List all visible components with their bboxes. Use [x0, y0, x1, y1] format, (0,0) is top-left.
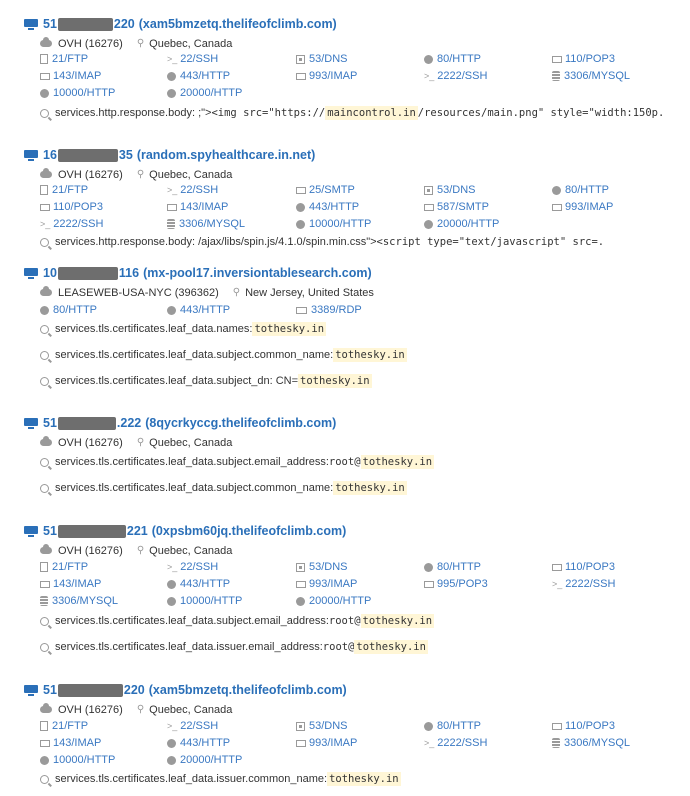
service-link[interactable]	[167, 68, 230, 84]
term-icon: >_	[424, 738, 435, 748]
service-label[interactable]: 587/SMTP	[437, 201, 489, 213]
match-field: services.tls.certificates.leaf_data.subject.email_address:	[55, 615, 329, 627]
service-link[interactable]	[424, 216, 499, 232]
service-link[interactable]	[40, 559, 88, 575]
service-label[interactable]: 2222/SSH	[565, 578, 616, 590]
location-pin-icon: ⚲	[136, 169, 145, 180]
service-label[interactable]: 22/SSH	[180, 720, 219, 732]
location-label: Quebec, Canada	[149, 37, 233, 50]
globe-icon	[40, 756, 49, 765]
service-link[interactable]	[552, 576, 615, 592]
service-link[interactable]	[167, 735, 230, 751]
service-label[interactable]: 3306/MYSQL	[564, 737, 631, 749]
match-line	[40, 233, 690, 251]
term-icon: >_	[40, 219, 51, 229]
asn-location-line	[24, 284, 690, 301]
dns-icon	[296, 55, 305, 64]
asn-label: OVH (16276)	[58, 168, 123, 181]
service-label[interactable]: 53/DNS	[309, 53, 348, 65]
mail-icon	[296, 740, 306, 747]
service-link[interactable]	[296, 51, 348, 67]
globe-icon	[167, 756, 176, 765]
service-link[interactable]	[296, 718, 348, 734]
term-icon: >_	[552, 579, 563, 589]
db-icon	[552, 71, 560, 81]
service-link[interactable]	[296, 216, 371, 232]
service-link[interactable]	[40, 85, 115, 101]
service-link[interactable]	[40, 593, 118, 609]
service-label[interactable]: 143/IMAP	[53, 737, 102, 749]
match-field: services.tls.certificates.leaf_data.names:	[55, 323, 253, 335]
search-icon	[40, 109, 49, 118]
location-pin-icon: ⚲	[136, 437, 145, 448]
result-card	[24, 522, 690, 559]
search-icon	[40, 643, 49, 652]
match-line	[40, 320, 690, 338]
service-link[interactable]	[424, 718, 481, 734]
service-label[interactable]: 53/DNS	[309, 561, 348, 573]
globe-icon	[296, 220, 305, 229]
match-field: services.tls.certificates.leaf_data.subject_dn: CN=	[55, 375, 299, 387]
service-label[interactable]: 22/SSH	[180, 53, 219, 65]
ip-suffix[interactable]: 220	[113, 17, 135, 31]
location-pin-icon: ⚲	[232, 287, 241, 298]
mail-icon	[296, 187, 306, 194]
location-label: Quebec, Canada	[149, 436, 233, 449]
service-label[interactable]: 3306/MYSQL	[564, 70, 631, 82]
match-line	[40, 453, 690, 471]
service-label[interactable]: 21/FTP	[52, 53, 89, 65]
globe-icon	[167, 89, 176, 98]
service-link[interactable]	[552, 182, 609, 198]
match-snippet: root@	[328, 615, 361, 627]
rdp-icon	[296, 307, 307, 314]
match-line	[40, 612, 690, 630]
service-label[interactable]: 25/SMTP	[309, 184, 355, 196]
match-field: services.http.response.body: ;">	[55, 107, 212, 119]
service-label[interactable]: 443/HTTP	[309, 201, 360, 213]
service-label[interactable]: 443/HTTP	[180, 578, 231, 590]
db-icon	[167, 219, 175, 229]
asn-label: OVH (16276)	[58, 37, 123, 50]
service-link[interactable]	[40, 51, 88, 67]
hostname[interactable]: (xam5bmzetq.thelifeofclimb.com)	[148, 683, 347, 697]
service-link[interactable]	[40, 576, 101, 592]
location-label: Quebec, Canada	[149, 168, 233, 181]
cloud-icon	[40, 171, 52, 178]
location-pin-icon: ⚲	[136, 545, 145, 556]
match-field: services.tls.certificates.leaf_data.subject.common_name:	[55, 482, 334, 494]
match-line	[40, 479, 690, 497]
service-label[interactable]: 3306/MYSQL	[52, 595, 119, 607]
monitor-icon	[24, 418, 38, 429]
mail-icon	[296, 73, 306, 80]
service-label[interactable]: 21/FTP	[52, 184, 89, 196]
asn-label: OVH (16276)	[58, 436, 123, 449]
mail-icon	[40, 581, 50, 588]
service-label[interactable]: 2222/SSH	[437, 737, 488, 749]
mail-icon	[552, 723, 562, 730]
service-link[interactable]	[40, 216, 103, 232]
match-line	[40, 104, 690, 122]
location-label: Quebec, Canada	[149, 544, 233, 557]
service-link[interactable]	[424, 182, 476, 198]
host-link[interactable]	[24, 264, 690, 282]
asn-location-line	[24, 35, 690, 52]
ip-prefix[interactable]: 51	[43, 17, 57, 31]
term-icon: >_	[167, 54, 178, 64]
match-highlight: tothesky.in	[335, 349, 405, 361]
service-link[interactable]	[167, 85, 242, 101]
search-icon	[40, 458, 49, 467]
match-field: services.tls.certificates.leaf_data.subject.common_name:	[55, 349, 334, 361]
service-label[interactable]: 53/DNS	[309, 720, 348, 732]
ip-prefix[interactable]: 51	[43, 683, 57, 697]
dns-icon	[296, 563, 305, 572]
service-label[interactable]: 53/DNS	[437, 184, 476, 196]
redaction-bar	[58, 149, 118, 162]
service-link[interactable]	[424, 559, 481, 575]
service-label[interactable]: 20000/HTTP	[437, 218, 500, 230]
match-snippet: <img src="https://	[211, 107, 326, 119]
ip-prefix[interactable]: 16	[43, 148, 57, 162]
mail-icon	[552, 56, 562, 63]
redaction-bar	[58, 267, 118, 280]
mail-icon	[40, 73, 50, 80]
service-label[interactable]: 80/HTTP	[53, 304, 98, 316]
match-highlight: tothesky.in	[335, 482, 405, 494]
match-snippet: /resources/main.png" style="width:150p.	[417, 107, 665, 119]
search-icon	[40, 238, 49, 247]
service-link[interactable]	[296, 302, 362, 318]
cloud-icon	[40, 289, 52, 296]
match-line	[40, 638, 690, 656]
service-link[interactable]	[40, 718, 88, 734]
match-highlight: tothesky.in	[300, 375, 370, 387]
term-icon: >_	[167, 562, 178, 572]
host-link[interactable]	[24, 522, 690, 540]
service-label[interactable]: 10000/HTTP	[53, 754, 116, 766]
service-link[interactable]	[40, 752, 115, 768]
service-link[interactable]	[296, 576, 357, 592]
ip-suffix[interactable]: 221	[126, 524, 148, 538]
globe-icon	[424, 722, 433, 731]
service-link[interactable]	[167, 718, 218, 734]
search-icon	[40, 617, 49, 626]
service-label[interactable]: 80/HTTP	[565, 184, 610, 196]
host-link[interactable]	[24, 681, 690, 699]
service-link[interactable]	[167, 752, 242, 768]
service-label[interactable]: 143/IMAP	[53, 578, 102, 590]
globe-icon	[424, 563, 433, 572]
asn-location-line	[24, 701, 690, 718]
service-link[interactable]	[167, 51, 218, 67]
globe-icon	[167, 306, 176, 315]
hostname[interactable]: (0xpsbm60jq.thelifeofclimb.com)	[151, 524, 347, 538]
search-icon	[40, 484, 49, 493]
doc-icon	[40, 185, 48, 195]
dns-icon	[424, 186, 433, 195]
service-label[interactable]: 2222/SSH	[437, 70, 488, 82]
service-label[interactable]: 80/HTTP	[437, 561, 482, 573]
service-label[interactable]: 10000/HTTP	[180, 595, 243, 607]
service-link[interactable]	[167, 182, 218, 198]
service-label[interactable]: 993/IMAP	[309, 70, 358, 82]
match-field: services.http.response.body: /ajax/libs/spin.js/4.1.0/spin.min.css">	[55, 236, 377, 248]
service-link[interactable]	[296, 182, 355, 198]
globe-icon	[167, 72, 176, 81]
match-snippet: root@	[328, 456, 361, 468]
service-link[interactable]	[296, 199, 359, 215]
doc-icon	[40, 721, 48, 731]
monitor-icon	[24, 268, 38, 279]
mail-icon	[296, 581, 306, 588]
service-label[interactable]: 110/POP3	[565, 53, 615, 65]
service-link[interactable]	[167, 216, 245, 232]
match-highlight: tothesky.in	[356, 641, 426, 653]
mail-icon	[424, 581, 434, 588]
match-field: services.tls.certificates.leaf_data.issuer.email_address:	[55, 641, 323, 653]
term-icon: >_	[167, 185, 178, 195]
mail-icon	[40, 204, 50, 211]
mail-icon	[552, 204, 562, 211]
result-card	[24, 264, 690, 301]
cloud-icon	[40, 40, 52, 47]
redaction-bar	[58, 417, 116, 430]
service-link[interactable]	[167, 593, 242, 609]
service-label[interactable]: 443/HTTP	[180, 304, 231, 316]
doc-icon	[40, 562, 48, 572]
globe-icon	[40, 89, 49, 98]
host-link[interactable]	[24, 15, 690, 33]
service-link[interactable]	[424, 576, 488, 592]
service-link[interactable]	[552, 718, 615, 734]
match-highlight: tothesky.in	[362, 615, 433, 627]
host-link[interactable]	[24, 146, 690, 164]
service-link[interactable]	[40, 182, 88, 198]
cloud-icon	[40, 439, 52, 446]
globe-icon	[167, 597, 176, 606]
service-link[interactable]	[40, 735, 101, 751]
service-label[interactable]: 143/IMAP	[180, 201, 229, 213]
match-highlight: tothesky.in	[362, 456, 433, 468]
globe-icon	[296, 203, 305, 212]
service-label[interactable]: 143/IMAP	[53, 70, 102, 82]
service-link[interactable]	[40, 302, 97, 318]
match-line	[40, 770, 690, 788]
service-link[interactable]	[552, 68, 630, 84]
service-label[interactable]: 443/HTTP	[180, 737, 231, 749]
service-link[interactable]	[296, 593, 371, 609]
service-label[interactable]: 22/SSH	[180, 184, 219, 196]
service-label[interactable]: 110/POP3	[565, 561, 615, 573]
service-label[interactable]: 3306/MYSQL	[179, 218, 246, 230]
service-label[interactable]: 20000/HTTP	[180, 754, 243, 766]
result-card	[24, 414, 690, 451]
host-link[interactable]	[24, 414, 690, 432]
match-field: services.tls.certificates.leaf_data.subject.email_address:	[55, 456, 329, 468]
service-label[interactable]: 20000/HTTP	[309, 595, 372, 607]
globe-icon	[167, 739, 176, 748]
db-icon	[40, 596, 48, 606]
term-icon: >_	[167, 721, 178, 731]
service-label[interactable]: 20000/HTTP	[180, 87, 243, 99]
asn-location-line	[24, 166, 690, 183]
service-label[interactable]: 21/FTP	[52, 720, 89, 732]
service-label[interactable]: 10000/HTTP	[53, 87, 116, 99]
service-link[interactable]	[167, 199, 228, 215]
cloud-icon	[40, 547, 52, 554]
ip-suffix[interactable]: .222	[116, 416, 142, 430]
cloud-icon	[40, 706, 52, 713]
service-link[interactable]	[296, 559, 348, 575]
monitor-icon	[24, 19, 38, 30]
globe-icon	[424, 55, 433, 64]
service-link[interactable]	[552, 199, 613, 215]
match-snippet: <script type="text/javascript" src=.	[376, 236, 605, 248]
service-link[interactable]	[40, 199, 103, 215]
service-label[interactable]: 443/HTTP	[180, 70, 231, 82]
monitor-icon	[24, 685, 38, 696]
service-label[interactable]: 993/IMAP	[309, 737, 358, 749]
redaction-bar	[58, 684, 123, 697]
mail-icon	[424, 204, 434, 211]
service-link[interactable]	[40, 68, 101, 84]
service-label[interactable]: 993/IMAP	[309, 578, 358, 590]
service-link[interactable]	[552, 735, 630, 751]
result-card	[24, 15, 690, 52]
service-label[interactable]: 21/FTP	[52, 561, 89, 573]
service-label[interactable]: 10000/HTTP	[309, 218, 372, 230]
hostname[interactable]: (mx-pool17.inversiontablesearch.com)	[143, 266, 372, 280]
service-link[interactable]	[167, 559, 218, 575]
globe-icon	[552, 186, 561, 195]
location-label: Quebec, Canada	[149, 703, 233, 716]
service-label[interactable]: 995/POP3	[437, 578, 488, 590]
ip-suffix[interactable]: 116	[118, 266, 140, 280]
globe-icon	[167, 580, 176, 589]
service-link[interactable]	[424, 68, 487, 84]
mail-icon	[40, 740, 50, 747]
mail-icon	[167, 204, 177, 211]
ip-suffix[interactable]: 220	[123, 683, 145, 697]
service-link[interactable]	[552, 51, 615, 67]
search-icon	[40, 351, 49, 360]
ip-suffix[interactable]: 35	[118, 148, 133, 162]
ip-prefix[interactable]: 51	[43, 416, 57, 430]
match-highlight: tothesky.in	[329, 773, 399, 785]
search-icon	[40, 377, 49, 386]
monitor-icon	[24, 150, 38, 161]
globe-icon	[296, 597, 305, 606]
service-link[interactable]	[167, 302, 230, 318]
result-card	[24, 681, 690, 718]
redaction-bar	[58, 18, 113, 31]
service-link[interactable]	[552, 559, 615, 575]
search-icon	[40, 775, 49, 784]
term-icon: >_	[424, 71, 435, 81]
location-label: New Jersey, United States	[245, 286, 374, 299]
globe-icon	[40, 306, 49, 315]
asn-location-line	[24, 542, 690, 559]
globe-icon	[424, 220, 433, 229]
redaction-bar	[58, 525, 126, 538]
match-line	[40, 372, 690, 390]
location-pin-icon: ⚲	[136, 704, 145, 715]
dns-icon	[296, 722, 305, 731]
asn-location-line	[24, 434, 690, 451]
service-label[interactable]: 110/POP3	[565, 720, 615, 732]
db-icon	[552, 738, 560, 748]
service-link[interactable]	[424, 199, 489, 215]
match-line	[40, 346, 690, 364]
service-label[interactable]: 80/HTTP	[437, 720, 482, 732]
hostname[interactable]: (random.spyhealthcare.in.net)	[136, 148, 316, 162]
asn-label: OVH (16276)	[58, 544, 123, 557]
service-link[interactable]	[424, 51, 481, 67]
match-snippet: root@	[322, 641, 355, 653]
service-label[interactable]: 2222/SSH	[53, 218, 104, 230]
mail-icon	[552, 564, 562, 571]
hostname[interactable]: (8qycrkyccg.thelifeofclimb.com)	[145, 416, 337, 430]
ip-prefix[interactable]: 51	[43, 524, 57, 538]
asn-label: OVH (16276)	[58, 703, 123, 716]
service-label[interactable]: 3389/RDP	[311, 304, 362, 316]
search-icon	[40, 325, 49, 334]
ip-prefix[interactable]: 10	[43, 266, 57, 280]
service-label[interactable]: 110/POP3	[53, 201, 103, 213]
monitor-icon	[24, 526, 38, 537]
service-link[interactable]	[296, 735, 357, 751]
service-link[interactable]	[167, 576, 230, 592]
service-link[interactable]	[296, 68, 357, 84]
match-highlight: tothesky.in	[254, 323, 325, 335]
service-label[interactable]: 22/SSH	[180, 561, 219, 573]
match-highlight: maincontrol.in	[327, 107, 416, 119]
asn-label: LEASEWEB-USA-NYC (396362)	[58, 286, 219, 299]
result-card	[24, 146, 690, 183]
service-link[interactable]	[424, 735, 487, 751]
service-label[interactable]: 80/HTTP	[437, 53, 482, 65]
hostname[interactable]: (xam5bmzetq.thelifeofclimb.com)	[138, 17, 337, 31]
match-field: services.tls.certificates.leaf_data.issuer.common_name:	[55, 773, 328, 785]
location-pin-icon: ⚲	[136, 38, 145, 49]
service-label[interactable]: 993/IMAP	[565, 201, 614, 213]
doc-icon	[40, 54, 48, 64]
